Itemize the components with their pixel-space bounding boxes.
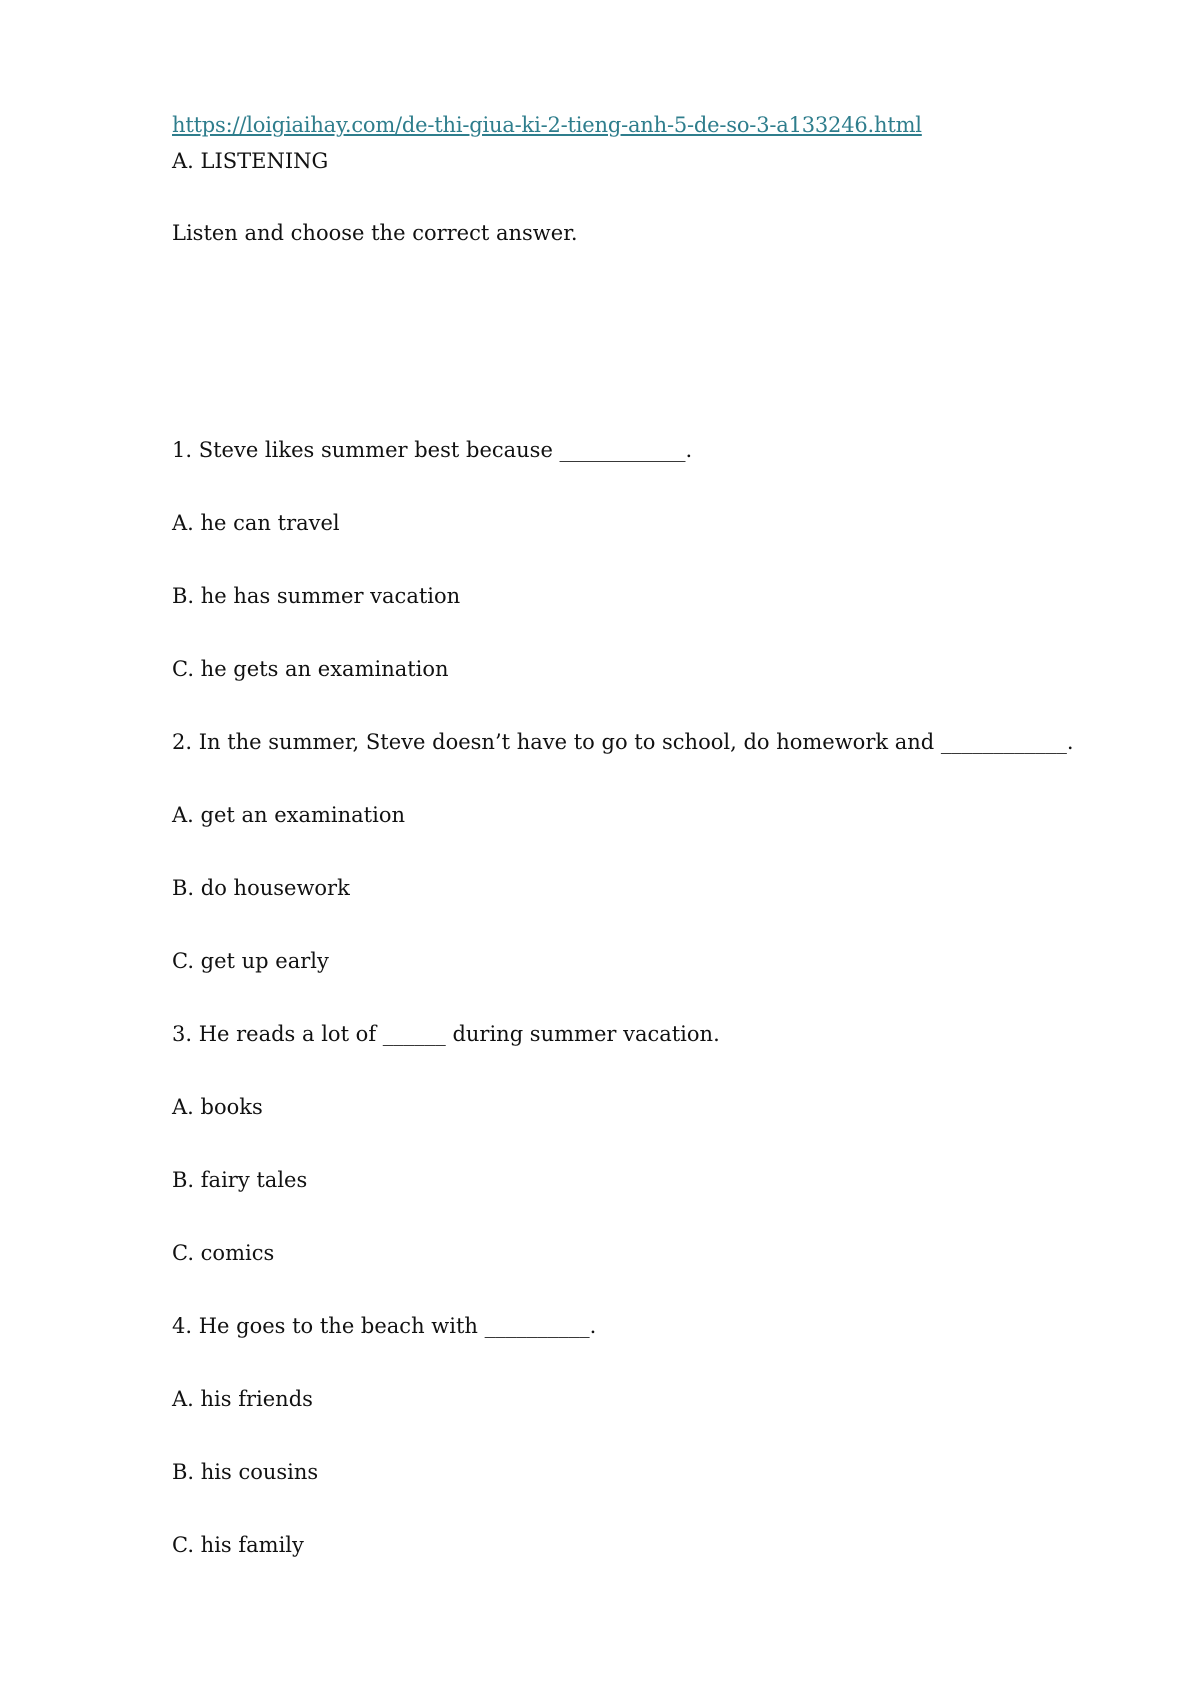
question-4-prompt: 4. He goes to the beach with __________.: [172, 1314, 597, 1338]
instruction-text: Listen and choose the correct answer.: [172, 221, 578, 245]
question-1-prompt: 1. Steve likes summer best because ____________.: [172, 438, 693, 462]
question-2-prompt: 2. In the summer, Steve doesn’t have to go to school, do homework and ____________.: [172, 730, 1074, 754]
question-4-option-a: A. his friends: [172, 1387, 313, 1411]
question-1-option-b: B. he has summer vacation: [172, 584, 461, 608]
question-4-option-c: C. his family: [172, 1533, 304, 1557]
question-2-option-b: B. do housework: [172, 876, 350, 900]
source-link[interactable]: https://loigiaihay.com/de-thi-giua-ki-2-tieng-anh-5-de-so-3-a133246.html: [172, 113, 922, 137]
question-1-option-a: A. he can travel: [172, 511, 340, 535]
section-heading: A. LISTENING: [172, 149, 329, 173]
question-2-option-a: A. get an examination: [172, 803, 406, 827]
document-page: [172, 112, 1152, 1558]
question-2-option-c: C. get up early: [172, 949, 329, 973]
question-4-option-b: B. his cousins: [172, 1460, 319, 1484]
question-1-option-c: C. he gets an examination: [172, 657, 449, 681]
question-3-option-c: C. comics: [172, 1241, 275, 1265]
question-3-prompt: 3. He reads a lot of ______ during summer vacation.: [172, 1022, 720, 1046]
question-3-option-b: B. fairy tales: [172, 1168, 308, 1192]
question-3-option-a: A. books: [172, 1095, 263, 1119]
